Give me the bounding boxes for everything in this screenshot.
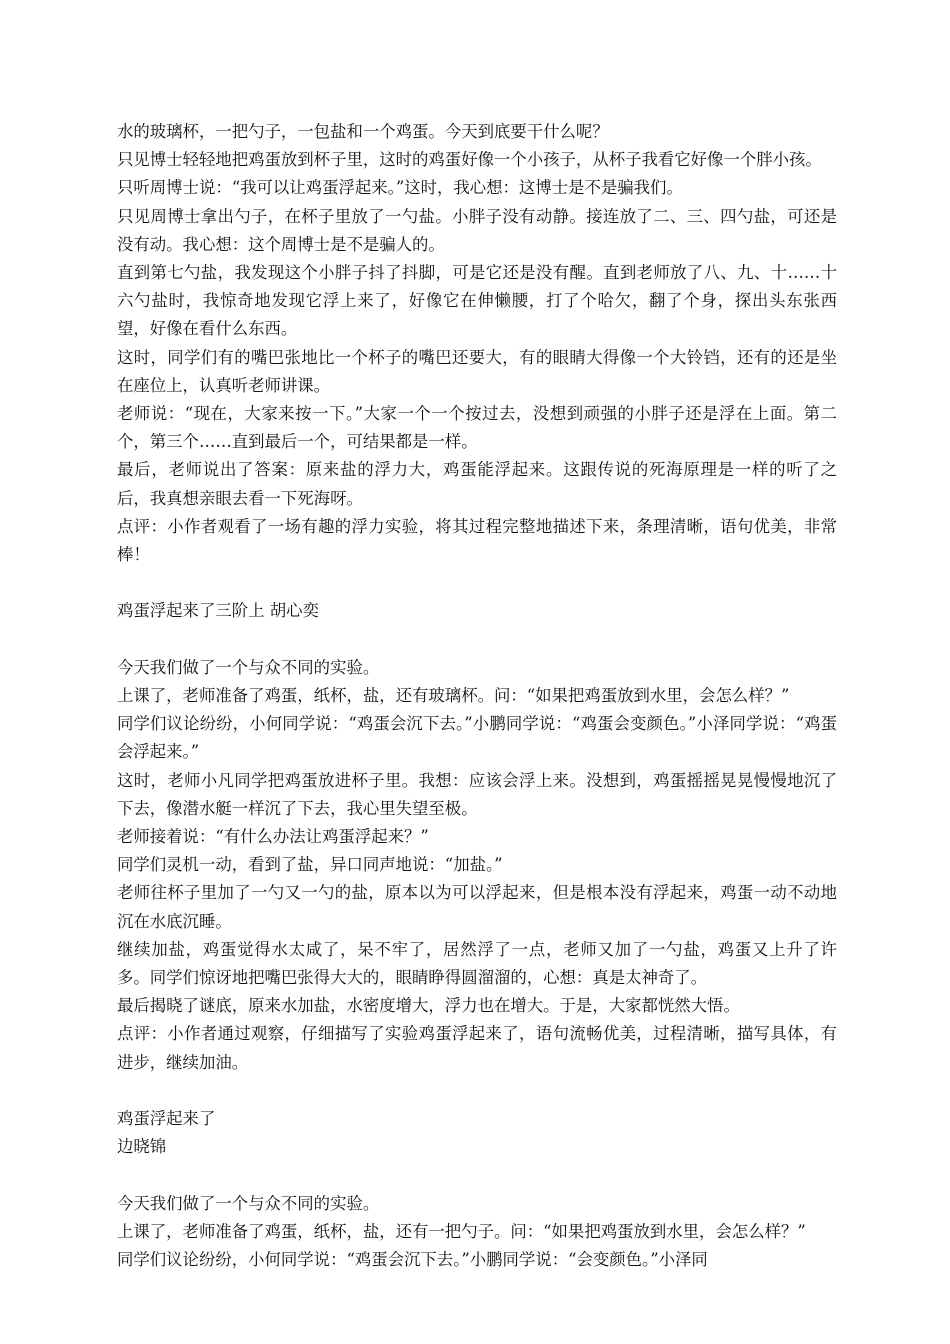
- essay-title: 鸡蛋浮起来了: [117, 1109, 216, 1129]
- paragraph: 同学们议论纷纷，小何同学说：“鸡蛋会沉下去。”小鹏同学说：“会变颜色。”小泽同: [117, 1250, 708, 1270]
- paragraph: 上课了，老师准备了鸡蛋，纸杯，盐，还有玻璃杯。问：“如果把鸡蛋放到水里，会怎么样？”: [117, 686, 790, 706]
- paragraph: 只见博士轻轻地把鸡蛋放到杯子里，这时的鸡蛋好像一个小孩子，从杯子我看它好像一个胖小孩。: [117, 150, 822, 170]
- paragraph: 这时，同学们有的嘴巴张地比一个杯子的嘴巴还要大，有的眼睛大得像一个大铃铛，还有的还是坐在座位上，认真听老师讲课。: [117, 347, 837, 395]
- paragraph: 老师往杯子里加了一勺又一勺的盐，原本以为可以浮起来，但是根本没有浮起来，鸡蛋一动不动地沉在水底沉睡。: [117, 883, 837, 931]
- comment-paragraph: 点评：小作者观看了一场有趣的浮力实验，将其过程完整地描述下来，条理清晰，语句优美，非常棒！: [117, 516, 837, 565]
- paragraph: 只听周博士说：“我可以让鸡蛋浮起来。”这时，我心想：这博士是不是骗我们。: [117, 178, 683, 198]
- paragraph: 上课了，老师准备了鸡蛋，纸杯，盐，还有一把勺子。问：“如果把鸡蛋放到水里，会怎么样？”: [117, 1221, 806, 1241]
- paragraph: 水的玻璃杯，一把勺子，一包盐和一个鸡蛋。今天到底要干什么呢？: [117, 122, 609, 141]
- paragraph: 直到第七勺盐，我发现这个小胖子抖了抖脚，可是它还是没有醒。直到老师放了八、九、十……十六勺盐时，我惊奇地发现它浮上来了，好像它在伸懒腰，打了个哈欠，翻了个身，探出头东张西望，好像在看什么东西。: [117, 263, 837, 339]
- blank-line: [117, 626, 837, 654]
- blank-line: [117, 1161, 837, 1189]
- comment-paragraph: 点评：小作者通过观察，仔细描写了实验鸡蛋浮起来了，语句流畅优美，过程清晰，描写具体，有进步，继续加油。: [117, 1024, 837, 1072]
- paragraph: 同学们灵机一动，看到了盐，异口同声地说：“加盐。”: [117, 855, 503, 875]
- paragraph: 同学们议论纷纷，小何同学说：“鸡蛋会沉下去。”小鹏同学说：“鸡蛋会变颜色。”小泽同学说：“鸡蛋会浮起来。”: [117, 714, 837, 762]
- paragraph: 只见周博士拿出勺子，在杯子里放了一勺盐。小胖子没有动静。接连放了二、三、四勺盐，可还是没有动。我心想：这个周博士是不是骗人的。: [117, 206, 837, 254]
- paragraph: 继续加盐，鸡蛋觉得水太咸了，呆不牢了，居然浮了一点，老师又加了一勺盐，鸡蛋又上升了许多。同学们惊讶地把嘴巴张得大大的，眼睛睁得圆溜溜的，心想：真是太神奇了。: [117, 939, 837, 988]
- paragraph: 老师接着说：“有什么办法让鸡蛋浮起来？”: [117, 827, 429, 847]
- blank-line: [117, 569, 837, 597]
- paragraph: 今天我们做了一个与众不同的实验。: [117, 1193, 380, 1213]
- paragraph: 今天我们做了一个与众不同的实验。: [117, 657, 380, 677]
- paragraph: 最后，老师说出了答案：原来盐的浮力大，鸡蛋能浮起来。这跟传说的死海原理是一样的听了之后，我真想亲眼去看一下死海呀。: [117, 460, 837, 508]
- document-page: [117, 118, 837, 1274]
- essay-title: 鸡蛋浮起来了三阶上 胡心奕: [117, 601, 319, 621]
- paragraph: 老师说：“现在，大家来按一下。”大家一个一个按过去，没想到顽强的小胖子还是浮在上面。第二个，第三个……直到最后一个，可结果都是一样。: [117, 404, 837, 452]
- essay-author: 边晓锦: [117, 1137, 167, 1157]
- paragraph: 最后揭晓了谜底，原来水加盐，水密度增大，浮力也在增大。于是，大家都恍然大悟。: [117, 996, 740, 1016]
- paragraph: 这时，老师小凡同学把鸡蛋放进杯子里。我想：应该会浮上来。没想到，鸡蛋摇摇晃晃慢慢地沉了下去，像潜水艇一样沉了下去，我心里失望至极。: [117, 770, 837, 818]
- blank-line: [117, 1077, 837, 1105]
